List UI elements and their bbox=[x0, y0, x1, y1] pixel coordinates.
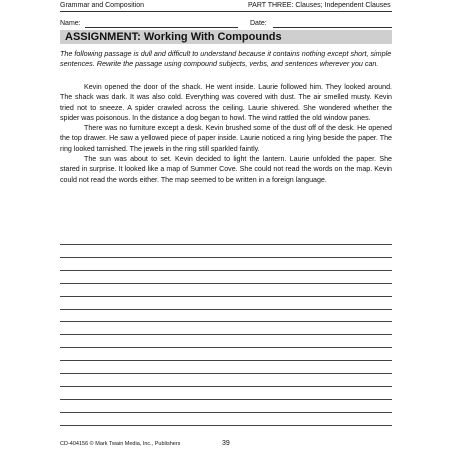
name-field-line bbox=[85, 27, 238, 28]
assignment-banner bbox=[60, 30, 392, 44]
date-label: Date: bbox=[250, 20, 267, 27]
name-label: Name: bbox=[60, 20, 81, 27]
date-field-line bbox=[273, 27, 392, 28]
writing-line bbox=[60, 412, 392, 413]
writing-line bbox=[60, 373, 392, 374]
header-subject: Grammar and Composition bbox=[60, 2, 145, 9]
writing-line bbox=[60, 386, 392, 387]
writing-line bbox=[60, 334, 392, 335]
writing-line bbox=[60, 360, 392, 361]
writing-line bbox=[60, 244, 392, 245]
writing-line bbox=[60, 296, 392, 297]
writing-line bbox=[60, 347, 392, 348]
assignment-title: ASSIGNMENT: Working With Compounds bbox=[65, 31, 282, 43]
header-rule bbox=[60, 11, 392, 12]
passage-paragraph: The sun was about to set. Kevin decided to light the lantern. Laurie unfolded the paper. She stared in surprise. It looked like a map of Summer Cove. She could not read the words on the map. Kevin could not read the words either. The map seemed to be written in a foreign language. bbox=[60, 155, 392, 184]
passage-paragraph: Kevin opened the door of the shack. He went inside. Laurie followed him. They looked around. The shack was dark. It was also cold. Everything was covered with dust. The air smelled musty. Kevin tried not to sneeze. A spider crawled across the ceiling. Laurie shivered. She wondered whether the spider was poisonous. In the distance a dog began to howl. The wind rattled the old window panes. bbox=[60, 83, 392, 122]
page-number: 39 bbox=[222, 440, 230, 447]
footer-publisher: CD-404156 © Mark Twain Media, Inc., Publishers bbox=[60, 441, 181, 447]
writing-line bbox=[60, 283, 392, 284]
passage bbox=[60, 82, 392, 185]
writing-line bbox=[60, 270, 392, 271]
writing-line bbox=[60, 257, 392, 258]
writing-line bbox=[60, 309, 392, 310]
header-section: PART THREE: Clauses; Independent Clauses bbox=[248, 2, 391, 9]
writing-line bbox=[60, 399, 392, 400]
passage-paragraph: There was no furniture except a desk. Kevin brushed some of the dust off of the desk. He opened the top drawer. He saw a yellowed piece of paper inside. Laurie noticed a ring lying beside the paper. The ring looked tarnished. The jewels in the ring still sparkled faintly. bbox=[60, 124, 392, 153]
writing-line bbox=[60, 425, 392, 426]
writing-line bbox=[60, 321, 392, 322]
instructions: The following passage is dull and difficult to understand because it contains nothing except short, simple sentences. Rewrite the passage using compound subjects, verbs, and sentences wherever you can. bbox=[60, 49, 392, 68]
